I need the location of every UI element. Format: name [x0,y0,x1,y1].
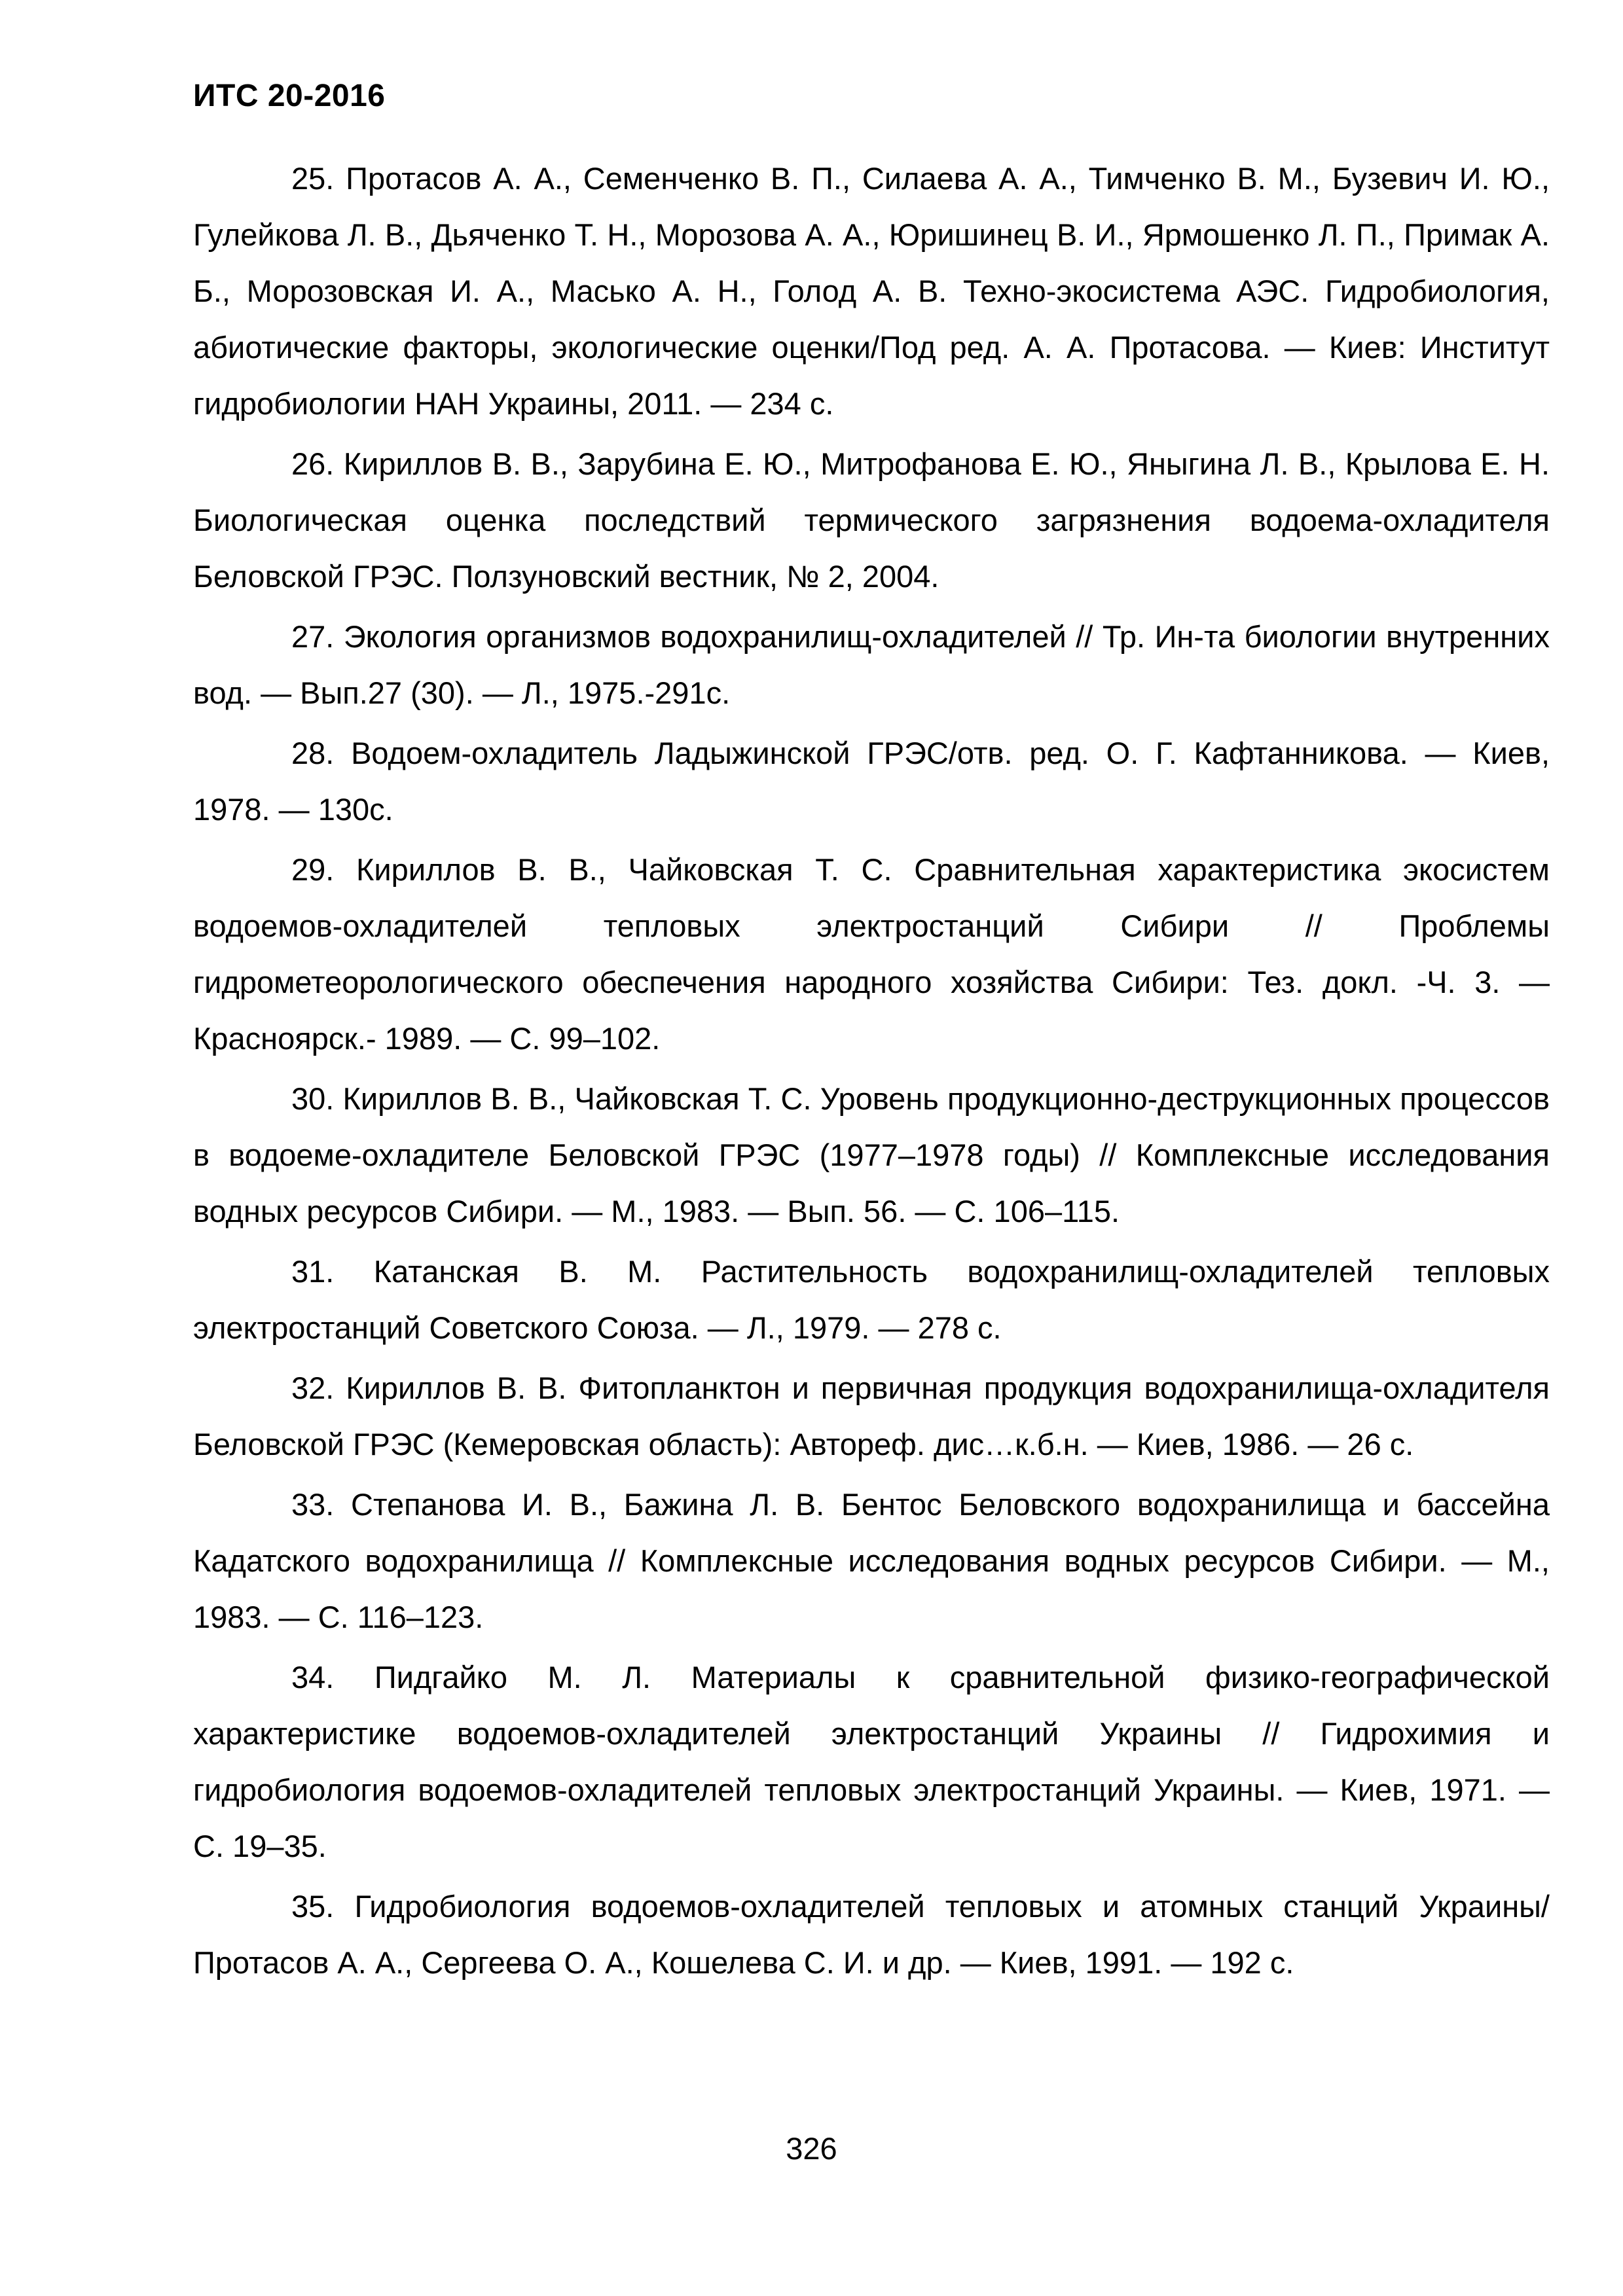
reference-number: 27. [291,619,335,654]
reference-text: Протасов А. А., Семенченко В. П., Силаева А. А., Тимченко В. М., Бузевич И. Ю., Гулейкова Л. В., Дьяченко Т. Н., Морозова А. А., Юришинец В. И., Ярмошенко Л. П., Примак А. Б., Морозовская И. А., Масько А. Н., Голод А. В. Техно-экосистема АЭС. Гидробиология, абиотические факторы, экологические оценки/Под ред. А. А. Протасова. — Киев: Институт гидробиологии НАН Украины, 2011. — 234 с. [193,161,1550,421]
reference-number: 33. [291,1487,335,1522]
page-number: 326 [786,2131,837,2166]
reference-number: 30. [291,1081,335,1116]
reference-number: 35. [291,1889,335,1924]
reference-item [193,1649,1550,1874]
reference-text: Кириллов В. В., Зарубина Е. Ю., Митрофанова Е. Ю., Яныгина Л. В., Крылова Е. Н. Биологическая оценка последствий термического загрязнения водоема-охладителя Беловской ГРЭС. Ползуновский вестник, № 2, 2004. [193,446,1550,594]
reference-text: Кириллов В. В. Фитопланктон и первичная продукция водохранилища-охладителя Беловской ГРЭС (Кемеровская область): Автореф. дис…к.б.н. — Киев, 1986. — 26 с. [193,1371,1550,1462]
reference-text: Катанская В. М. Растительность водохранилищ-охладителей тепловых электростанций Советского Союза. — Л., 1979. — 278 с. [193,1254,1550,1345]
reference-text: Пидгайко М. Л. Материалы к сравнительной физико-географической характеристике водоемов-охладителей электростанций Украины // Гидрохимия и гидробиология водоемов-охладителей тепловых электростанций Украины. — Киев, 1971. — С. 19–35. [193,1660,1550,1863]
reference-item [193,1244,1550,1356]
reference-number: 28. [291,736,335,770]
reference-item [193,1071,1550,1240]
reference-text: Степанова И. В., Бажина Л. В. Бентос Беловского водохранилища и бассейна Кадатского водохранилища // Комплексные исследования водных ресурсов Сибири. — М., 1983. — С. 116–123. [193,1487,1550,1634]
reference-item [193,725,1550,838]
reference-text: Кириллов В. В., Чайковская Т. С. Уровень продукционно-деструкционных процессов в водоеме-охладителе Беловской ГРЭС (1977–1978 годы) // Комплексные исследования водных ресурсов Сибири. — М., 1983. — Вып. 56. — С. 106–115. [193,1081,1550,1229]
reference-item [193,609,1550,721]
document-code-header: ИТС 20-2016 [193,79,386,113]
reference-number: 25. [291,161,335,196]
reference-number: 32. [291,1371,335,1405]
reference-text: Гидробиология водоемов-охладителей тепловых и атомных станций Украины/Протасов А. А., Сергеева О. А., Кошелева С. И. и др. — Киев, 1991. — 192 с. [193,1889,1550,1980]
reference-text: Экология организмов водохранилищ-охладителей // Тр. Ин-та биологии внутренних вод. — Вып.27 (30). — Л., 1975.-291с. [193,619,1550,710]
reference-text: Кириллов В. В., Чайковская Т. С. Сравнительная характеристика экосистем водоемов-охладителей тепловых электростанций Сибири // Проблемы гидрометеорологического обеспечения народного хозяйства Сибири: Тез. докл. -Ч. 3. — Красноярск.- 1989. — С. 99–102. [193,852,1550,1056]
reference-list [193,151,1550,1995]
reference-item [193,151,1550,432]
reference-number: 34. [291,1660,335,1695]
reference-item [193,1878,1550,1991]
reference-item [193,842,1550,1067]
reference-number: 26. [291,446,335,481]
reference-item [193,436,1550,605]
reference-item [193,1360,1550,1473]
reference-number: 29. [291,852,335,887]
reference-item [193,1477,1550,1645]
reference-number: 31. [291,1254,335,1289]
reference-text: Водоем-охладитель Ладыжинской ГРЭС/отв. ред. О. Г. Кафтанникова. — Киев, 1978. — 130с. [193,736,1550,827]
